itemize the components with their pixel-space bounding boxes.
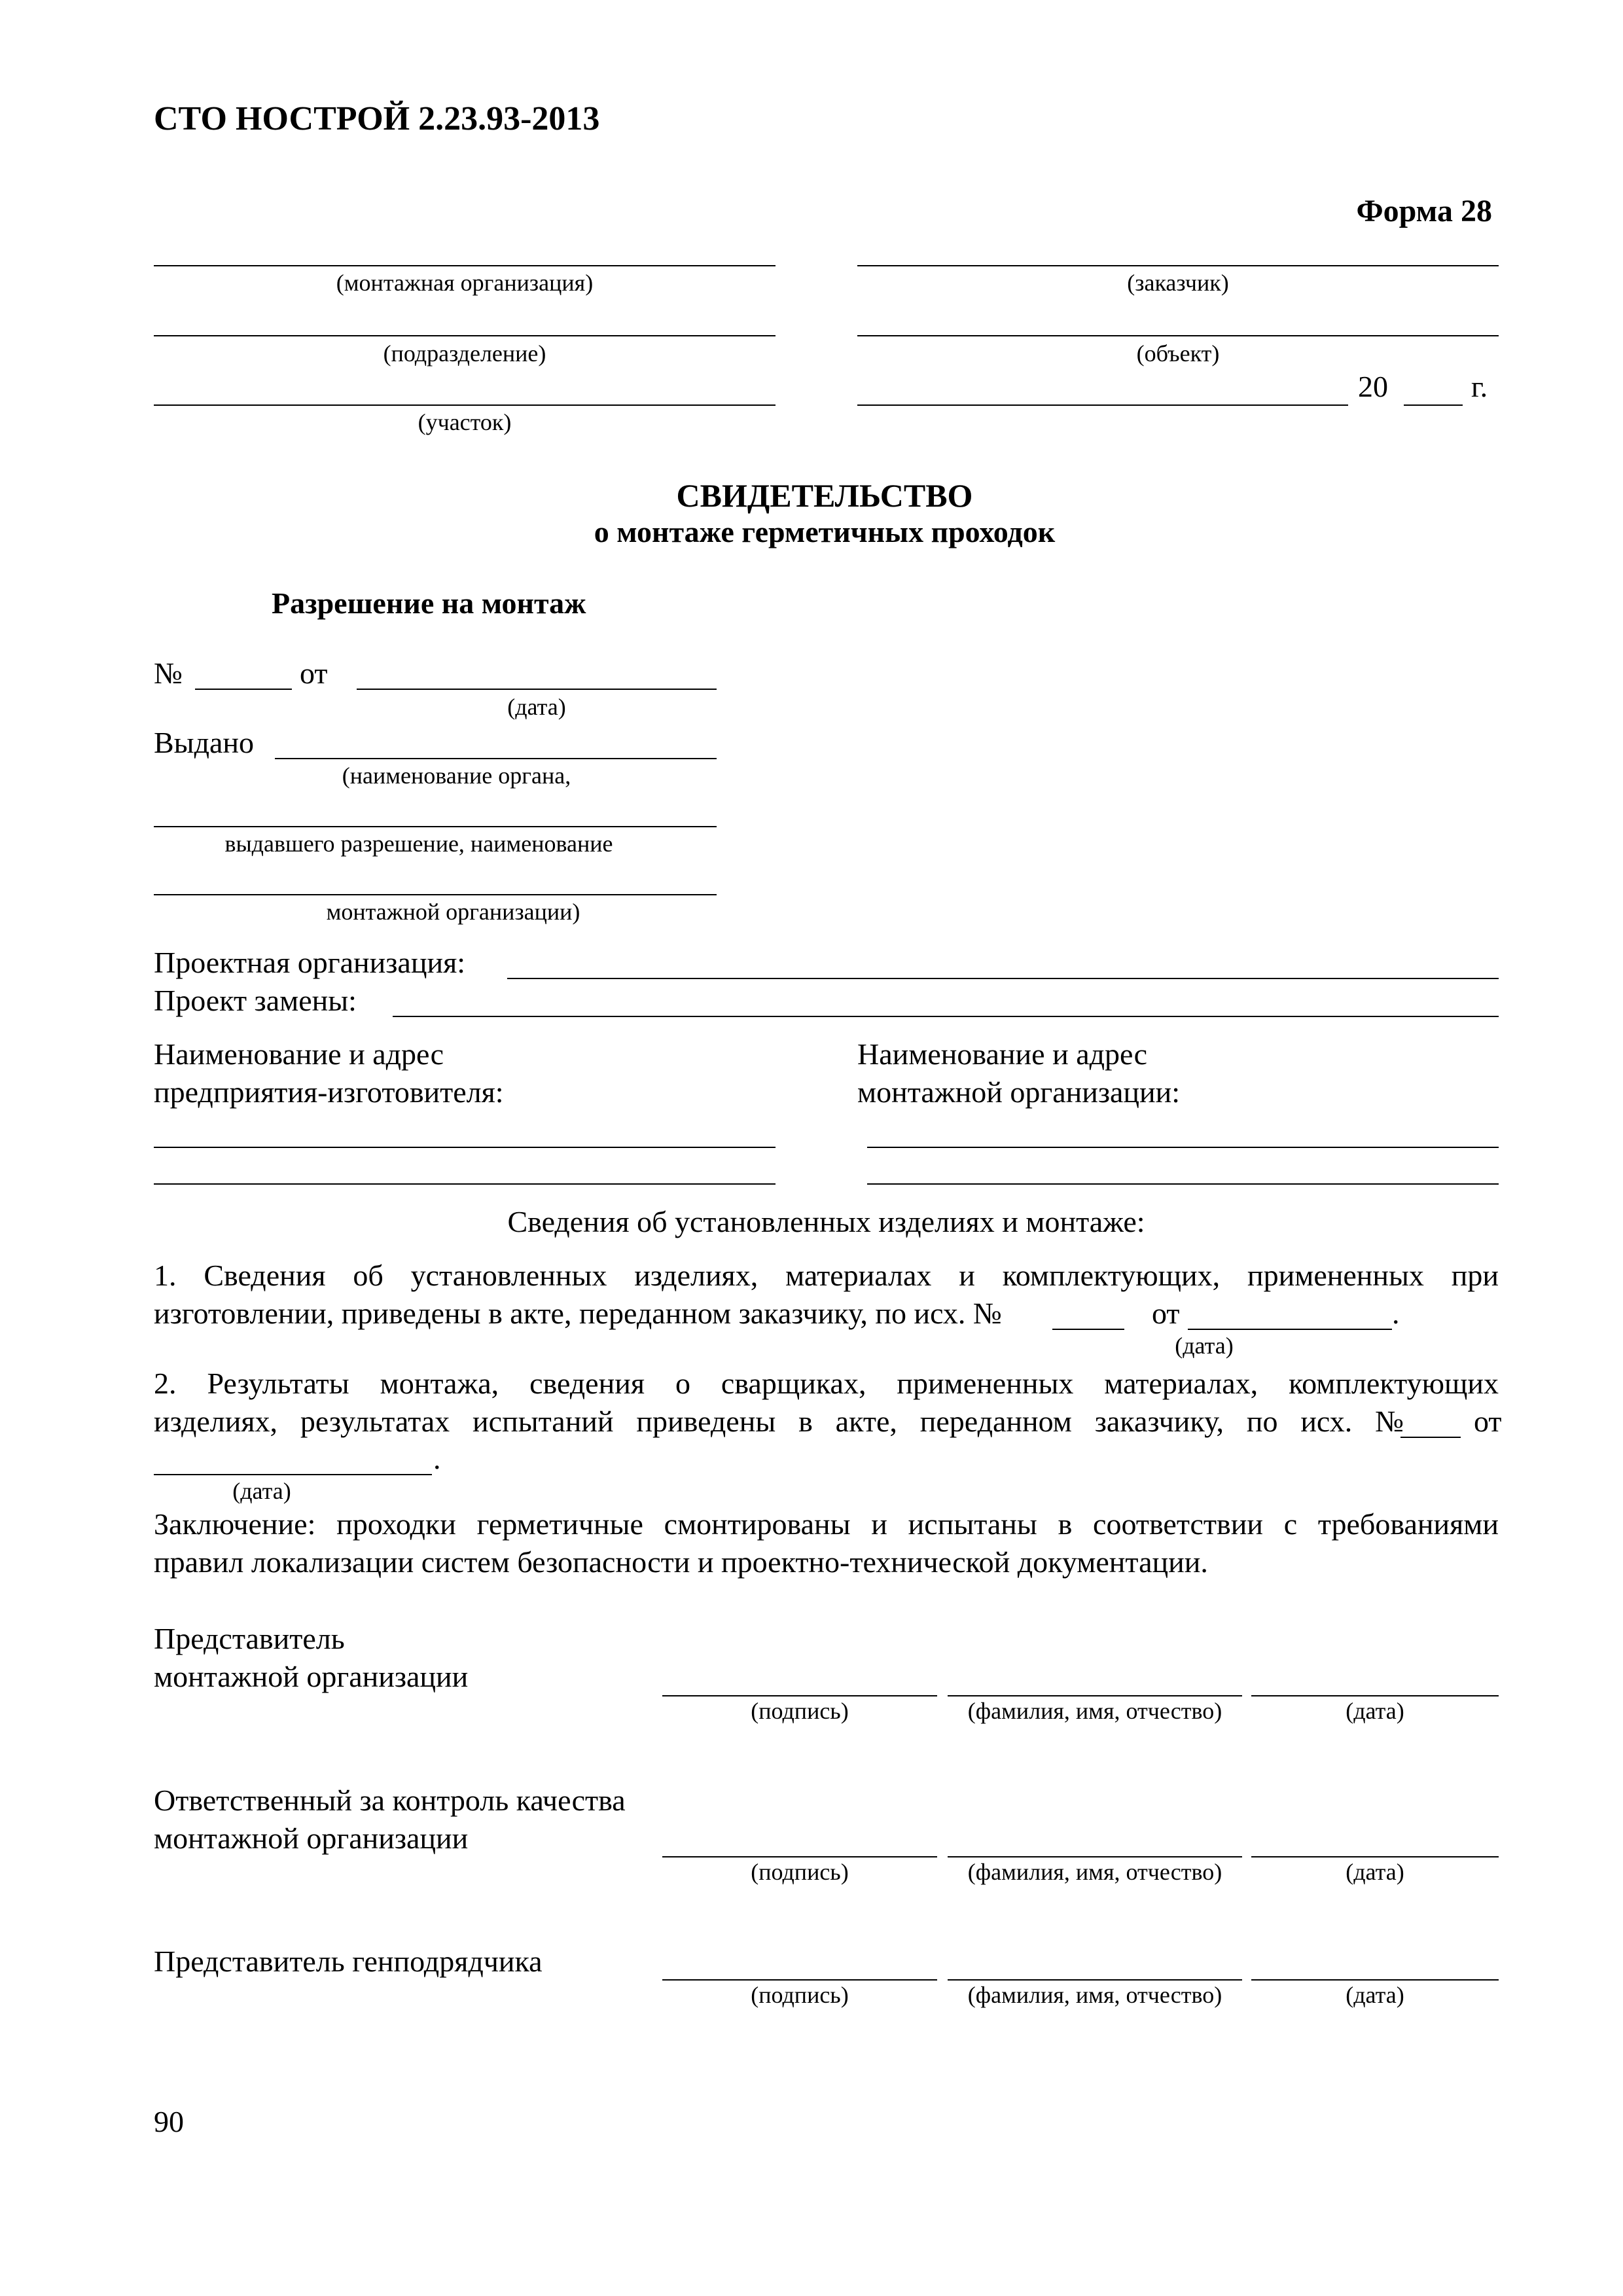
project-org-line[interactable] [507,978,1499,979]
p1-end: . [1392,1297,1400,1330]
object-caption: (объект) [1136,340,1220,367]
subdivision-caption: (подразделение) [383,340,546,367]
installer-address-label-1: Наименование и адрес [857,1037,1147,1071]
manufacturer-address-label-1: Наименование и адрес [154,1037,444,1071]
certificate-subtitle: о монтаже герметичных проходок [594,515,1056,548]
manufacturer-address-line-2[interactable] [154,1183,776,1185]
issuer-caption-1: (наименование органа, [342,762,571,789]
signatory-2-sign-caption: (подпись) [751,1859,849,1885]
issuer-line-2[interactable] [154,826,717,827]
conclusion-line1: Заключение: проходки герметичные смонтированы и испытаны в соответствии с требованиями [154,1507,1499,1541]
year-suffix: г. [1471,370,1488,403]
issuer-line-1[interactable] [275,758,717,759]
issued-label: Выдано [154,726,255,759]
form-label: Форма 28 [1356,194,1492,228]
p2-date-caption: (дата) [232,1478,291,1504]
issuer-caption-3: монтажной организации) [326,899,580,925]
signatory-2-name-caption: (фамилия, имя, отчество) [967,1859,1222,1885]
p2-date-line[interactable] [154,1474,432,1475]
object-field-line[interactable] [857,335,1499,336]
issuer-line-3[interactable] [154,894,717,895]
p1-date-caption: (дата) [1175,1333,1234,1359]
project-replacement-line[interactable] [393,1016,1499,1017]
p1-from-label: от [1152,1297,1180,1330]
p2-from-label: от [1474,1405,1502,1438]
p1-date-line[interactable] [1188,1329,1392,1330]
info-p2-line1: 2. Результаты монтажа, сведения о сварщиках, примененных материалах, комплектующих [154,1367,1499,1400]
signatory-3-name-caption: (фамилия, имя, отчество) [967,1982,1222,2008]
signatory-2-label-2: монтажной организации [154,1821,469,1855]
year-field-line[interactable] [1404,404,1463,406]
year-prefix: 20 [1358,370,1388,403]
signatory-1-sign-caption: (подпись) [751,1698,849,1724]
customer-field-line[interactable] [857,265,1499,266]
installer-address-line-2[interactable] [867,1183,1499,1185]
signatory-2-label-1: Ответственный за контроль качества [154,1784,626,1817]
installer-address-label-2: монтажной организации: [857,1075,1181,1109]
project-replacement-label: Проект замены: [154,984,357,1017]
signatory-1-label-1: Представитель [154,1622,345,1655]
org-field-line[interactable] [154,265,776,266]
info-p2-line2: изделиях, результатах испытаний приведены в акте, переданном заказчику, по исх. № [154,1405,1404,1438]
p2-end: . [433,1442,441,1475]
page-number: 90 [154,2105,184,2138]
signatory-2-date-caption: (дата) [1346,1859,1404,1885]
signatory-1-name-caption: (фамилия, имя, отчество) [967,1698,1222,1724]
permit-date-caption: (дата) [507,694,566,720]
org-caption: (монтажная организация) [336,270,594,296]
signatory-1-label-2: монтажной организации [154,1660,469,1693]
conclusion-line2: правил локализации систем безопасности и проектно-технической документации. [154,1545,1208,1579]
customer-caption: (заказчик) [1127,270,1229,296]
info-p1-line2: изготовлении, приведены в акте, переданном заказчику, по исх. № [154,1297,1002,1330]
section-caption: (участок) [418,409,512,435]
info-p1-line1: 1. Сведения об установленных изделиях, материалах и комплектующих, примененных при [154,1259,1499,1292]
info-heading: Сведения об установленных изделиях и монтаже: [507,1205,1145,1238]
date-field-line[interactable] [857,404,1348,406]
signatory-3-date-caption: (дата) [1346,1982,1404,2008]
permit-number-line[interactable] [195,689,292,690]
issuer-caption-2: выдавшего разрешение, наименование [224,831,613,857]
manufacturer-address-label-2: предприятия-изготовителя: [154,1075,504,1109]
section-field-line[interactable] [154,404,776,406]
permit-from-label: от [300,656,328,690]
p2-number-line[interactable] [1400,1437,1461,1438]
manufacturer-address-line-1[interactable] [154,1147,776,1148]
doc-code: СТО НОСТРОЙ 2.23.93-2013 [154,100,600,137]
subdivision-field-line[interactable] [154,335,776,336]
p1-number-line[interactable] [1052,1329,1124,1330]
signatory-3-sign-caption: (подпись) [751,1982,849,2008]
certificate-title: СВИДЕТЕЛЬСТВО [676,477,973,514]
installer-address-line-1[interactable] [867,1147,1499,1148]
signatory-3-label-1: Представитель генподрядчика [154,1945,543,1978]
signatory-1-date-caption: (дата) [1346,1698,1404,1724]
permit-heading: Разрешение на монтаж [272,586,586,620]
permit-date-line[interactable] [357,689,717,690]
number-sign: № [154,656,183,690]
project-org-label: Проектная организация: [154,946,466,979]
